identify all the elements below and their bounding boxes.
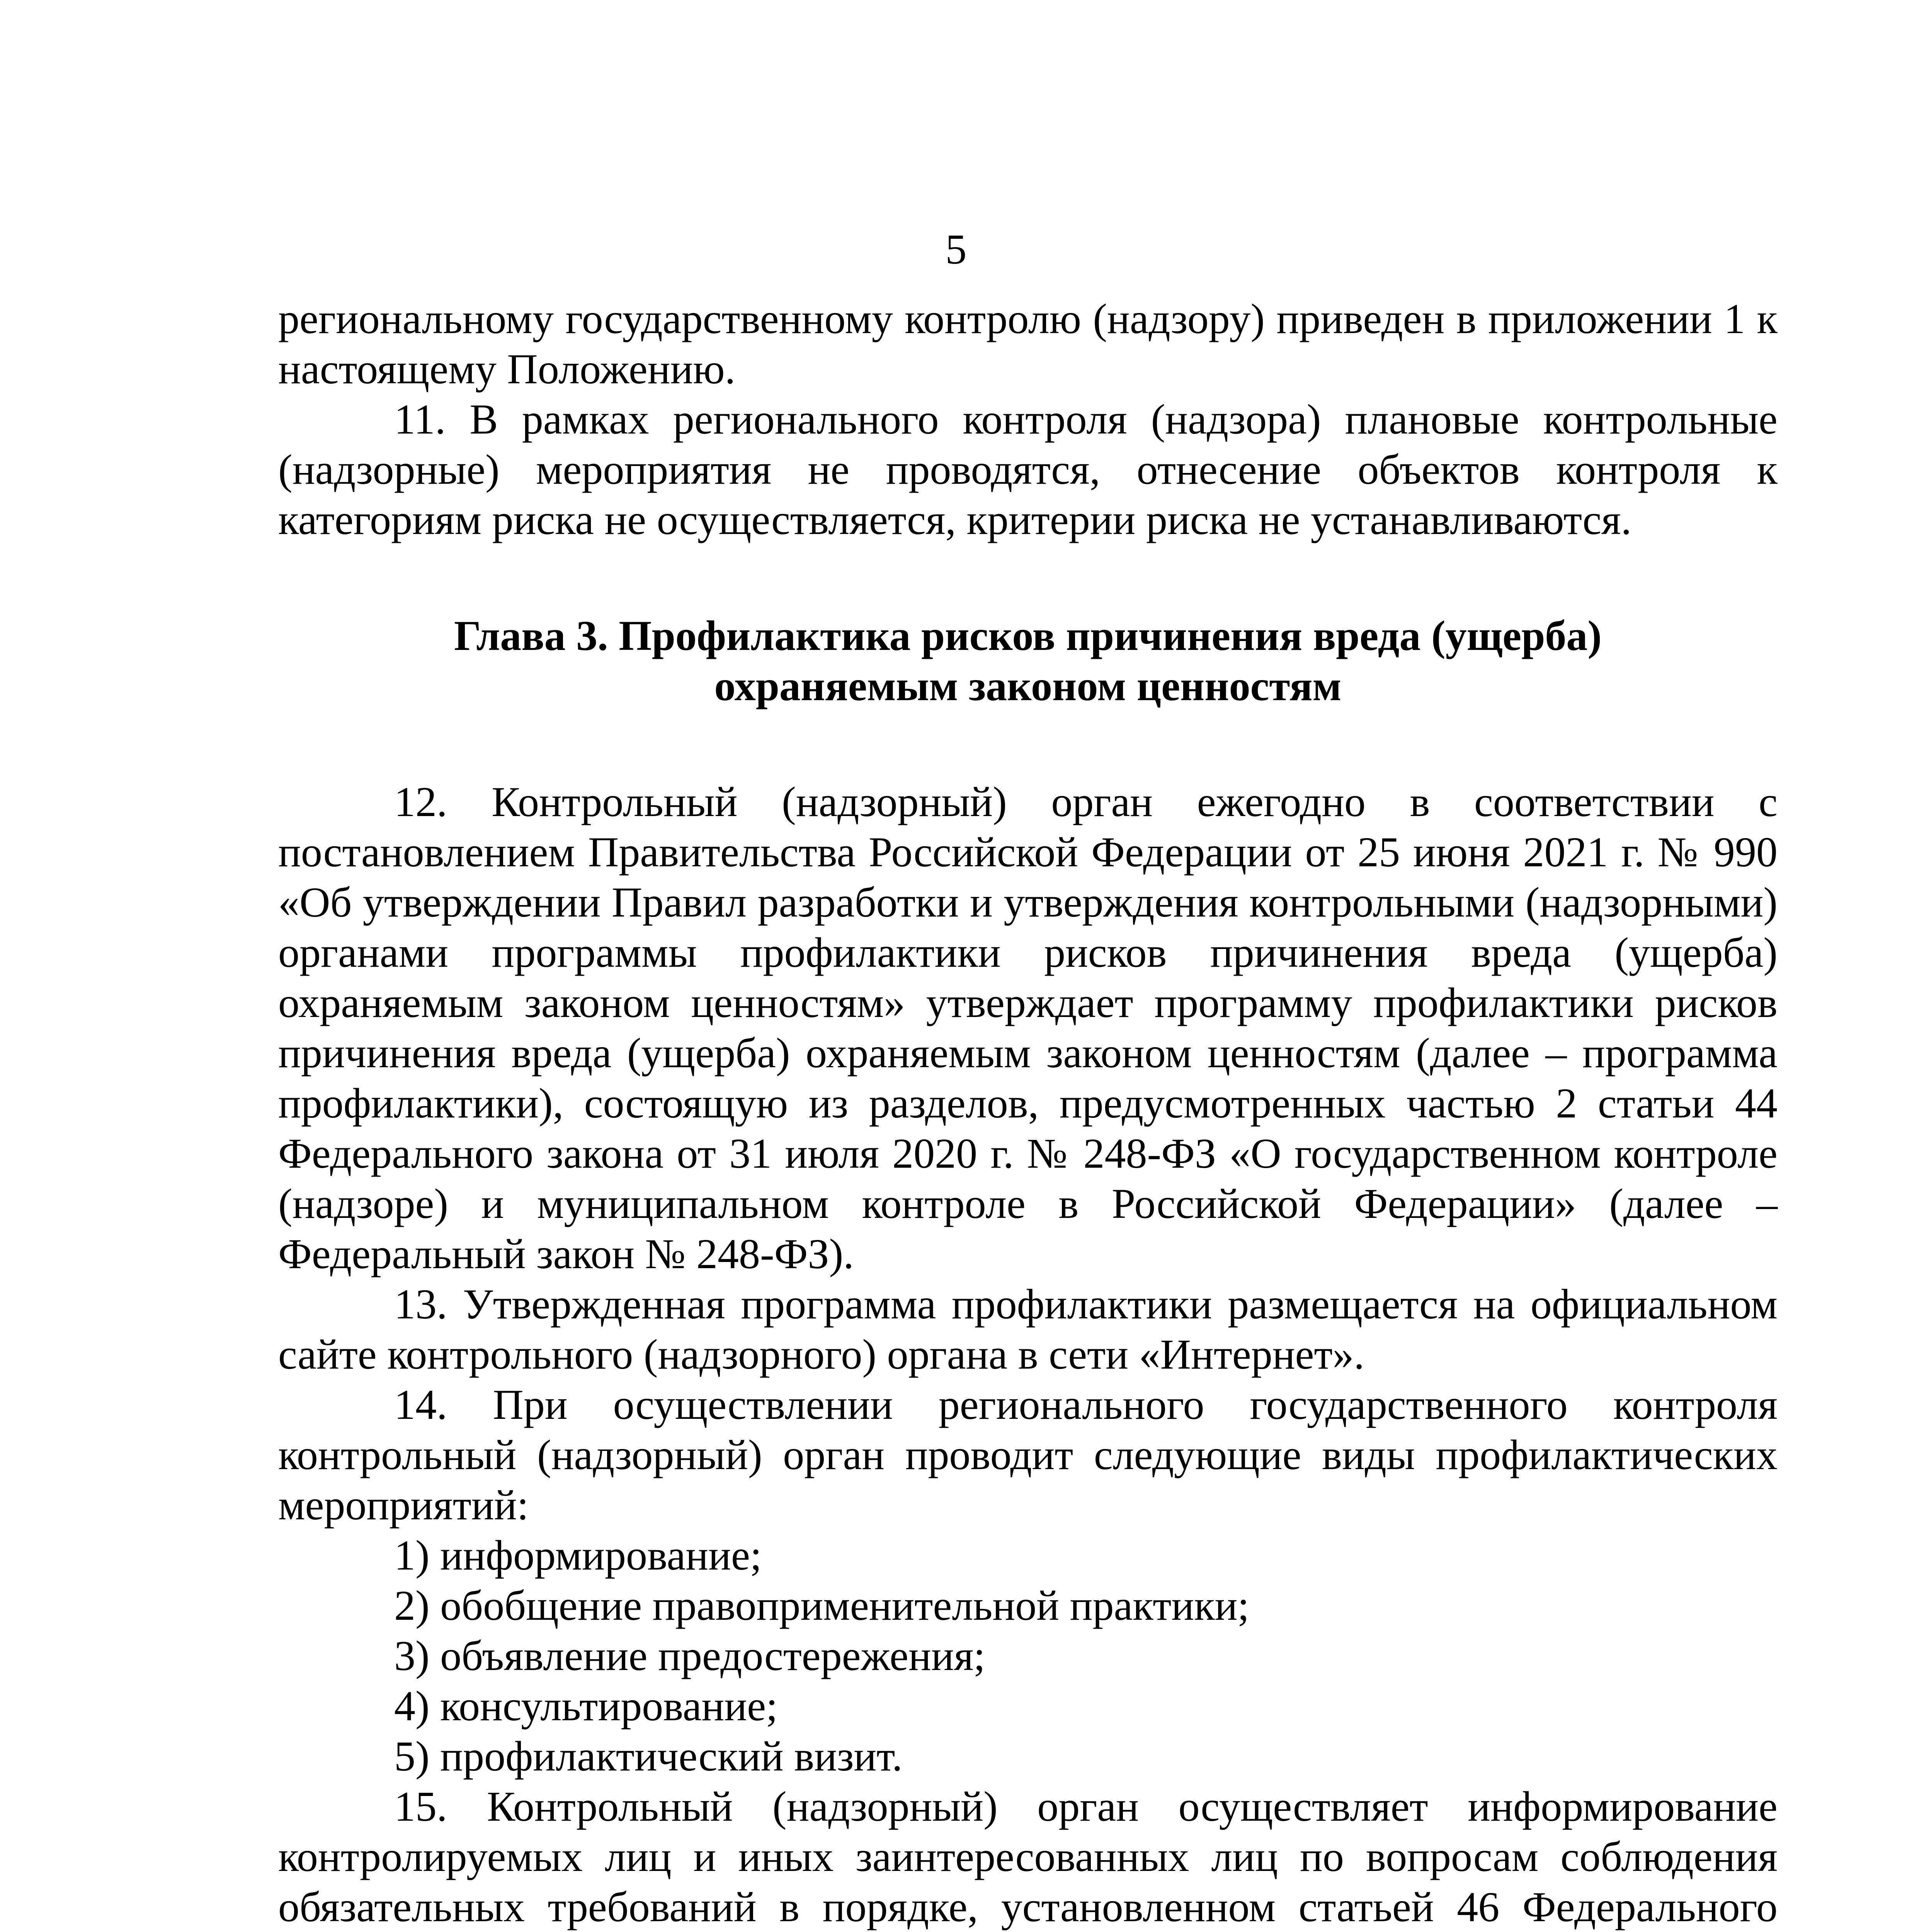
paragraph-15: 15. Контрольный (надзорный) орган осуществляет информирование контролируемых лиц и иных заинтересованных лиц по вопросам соблюдения обязательных требований в порядке, установленном статьей 46 Федерального [278, 1783, 1778, 1930]
measures-list [278, 1530, 1778, 1781]
list-item: 2) обобщение правоприменительной практики; [394, 1582, 1250, 1629]
chapter-heading-line-1: Глава 3. Профилактика рисков причинения вреда (ущерба) [454, 612, 1602, 659]
list-item: 4) консультирование; [394, 1682, 778, 1730]
list-item: 5) профилактический визит. [394, 1733, 903, 1780]
paragraph-continuation: региональному государственному контролю (надзору) приведен в приложении 1 к настоящему Положению. [278, 295, 1778, 393]
list-item: 1) информирование; [394, 1532, 762, 1579]
chapter-heading [278, 611, 1778, 711]
document-body [278, 294, 1778, 1932]
paragraph-13: 13. Утвержденная программа профилактики размещается на официальном сайте контрольного (надзорного) органа в сети «Интернет». [278, 1281, 1778, 1378]
paragraph-11: 11. В рамках регионального контроля (надзора) плановые контрольные (надзорные) мероприятия не проводятся, отнесение объектов контроля к категориям риска не осуществляется, критерии риска не устанавливаются. [278, 396, 1778, 543]
paragraph-12: 12. Контрольный (надзорный) орган ежегодно в соответствии с постановлением Правительства Российской Федерации от 25 июня 2021 г. № 990 «Об утверждении Правил разработки и утверждения контрольными (надзорными) органами программы профилактики рисков причинения вреда (ущерба) охраняемым законом ценностям» утверждает программу профилактики рисков причинения вреда (ущерба) охраняемым законом ценностям (далее – программа профилактики), состоящую из разделов, предусмотренных частью 2 статьи 44 Федерального закона от 31 июля 2020 г. № 248-ФЗ «О государственном контроле (надзоре) и муниципальном контроле в Российской Федерации» (далее – Федеральный закон № 248-ФЗ). [278, 778, 1778, 1277]
list-item: 3) объявление предостережения; [394, 1632, 985, 1679]
page-number: 5 [945, 226, 967, 273]
paragraph-14: 14. При осуществлении регионального государственного контроля контрольный (надзорный) орган проводит следующие виды профилактических мероприятий: [278, 1381, 1778, 1529]
chapter-heading-line-2: охраняемым законом ценностям [714, 662, 1342, 709]
